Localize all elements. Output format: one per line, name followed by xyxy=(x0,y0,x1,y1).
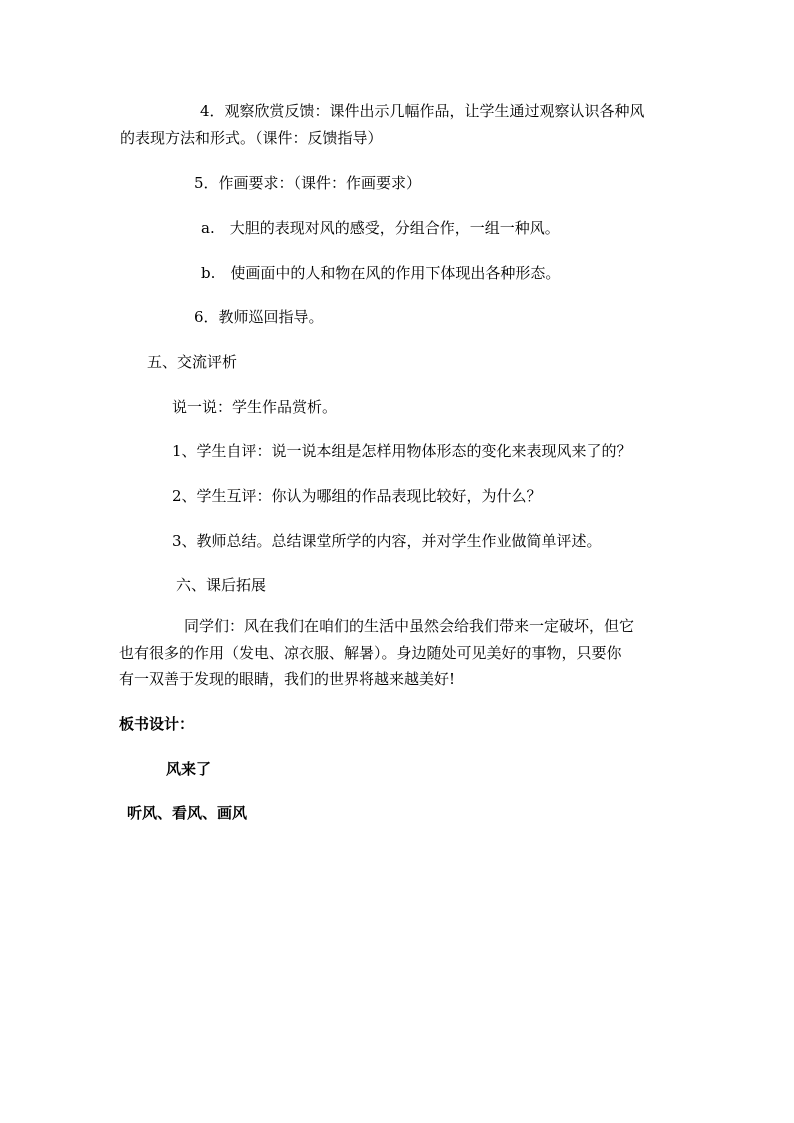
item-5a: a. 大胆的表现对风的感受，分组合作，一组一种风。 xyxy=(201,219,560,237)
section-5-point-1: 1、学生自评：说一说本组是怎样用物体形态的变化来表现风来了的？ xyxy=(172,442,632,460)
section-5-heading: 五、交流评析 xyxy=(147,353,238,371)
board-subtitle: 听风、看风、画风 xyxy=(127,804,248,822)
section-6-heading: 六、课后拓展 xyxy=(176,576,267,594)
item-6: 6．教师巡回指导。 xyxy=(194,308,324,326)
item-4-line-1: 4．观察欣赏反馈：课件出示几幅作品，让学生通过观察认识各种风 xyxy=(200,102,645,120)
board-title: 风来了 xyxy=(166,760,212,778)
section-6-paragraph-line-1: 同学们：风在我们在咱们的生活中虽然会给我们带来一定破坏，但它 xyxy=(184,617,635,635)
section-5-point-2: 2、学生互评：你认为哪组的作品表现比较好，为什么？ xyxy=(172,487,542,505)
section-6-paragraph-line-3: 有一双善于发现的眼睛，我们的世界将越来越美好! xyxy=(119,670,456,688)
item-5b: b. 使画面中的人和物在风的作用下体现出各种形态。 xyxy=(201,264,561,282)
item-4-line-2: 的表现方法和形式。（课件：反馈指导） xyxy=(120,129,383,147)
section-6-paragraph-line-2: 也有很多的作用（发电、凉衣服、解暑）。身边随处可见美好的事物，只要你 xyxy=(119,644,622,662)
section-5-intro: 说一说：学生作品赏析。 xyxy=(172,398,338,416)
section-5-point-3: 3、教师总结。总结课堂所学的内容，并对学生作业做简单评述。 xyxy=(172,532,602,550)
item-5: 5．作画要求：（课件：作画要求） xyxy=(194,174,422,192)
board-design-heading: 板书设计： xyxy=(119,715,195,733)
